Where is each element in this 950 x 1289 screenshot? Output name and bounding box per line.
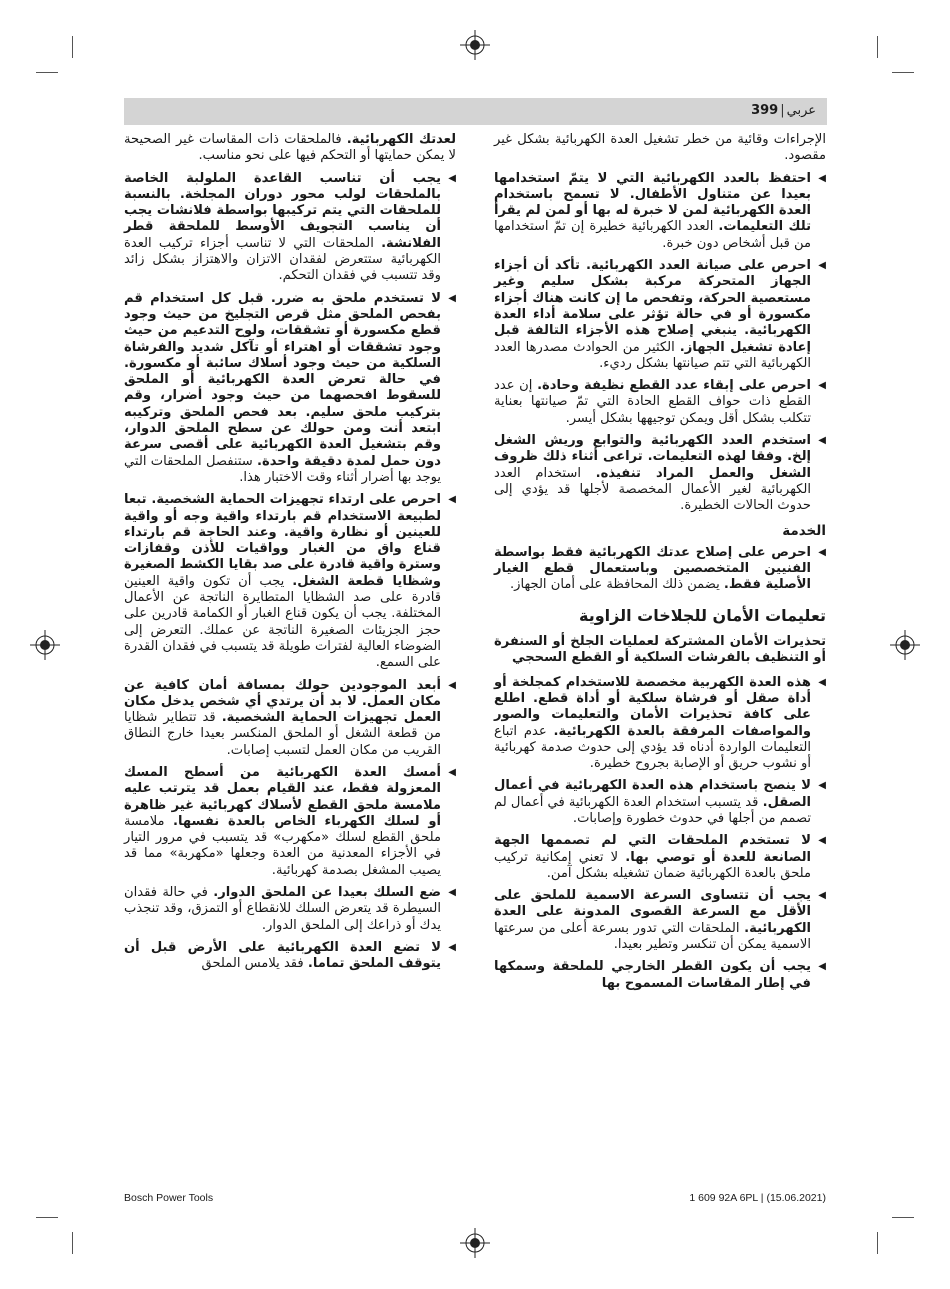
item-bold-text: يجب أن تتساوى السرعة الاسمية للملحق على الأقل مع السرعة القصوى المدونة على العدة الكهربائية. <box>494 888 811 936</box>
bullet-triangle-icon: ◀ <box>448 941 456 953</box>
item-text: يجب أن تكون واقية العينين قادرة على صد الشظايا المتطايرة الناتجة عن الأعمال المختلفة. يجب أن يكون قناع الغبار أو الكمامة قادرين على حجز الجزيئات الصغيرة الناتجة عن عملك. التعرض إلى الضوضاء العالية لفترات طويلة قد يتسبب في فقدان القدرة على السمع. <box>124 573 441 671</box>
item-text: العدد الكهربائية خطيرة إن تمّ استخدامها من قبل أشخاص دون خبرة. <box>494 219 811 251</box>
crop-mark <box>877 1232 878 1254</box>
grinder-safety-list <box>494 675 826 992</box>
service-heading: الخدمة <box>782 522 826 539</box>
service-list <box>494 545 826 594</box>
list-item <box>494 378 826 427</box>
crop-mark <box>72 36 73 58</box>
item-text: الكثير من الحوادث مصدرها العدد الكهربائية التي تتم صيانتها بشكل رديء. <box>494 339 811 371</box>
bullet-triangle-icon: ◀ <box>818 380 826 392</box>
item-text: الملحقات التي لا تناسب أجزاء تركيب العدة الكهربائية ستتعرض لفقدان الاتزان والاهتزاز بشكل زائد وقد تتسبب في فقدان التحكم. <box>124 235 441 284</box>
item-bold-text: أبعد الموجودين حولك بمسافة أمان كافية عن مكان العمل. لا بد أن يرتدي أي شخص يدخل مكان العمل تجهيزات الحماية الشخصية. <box>124 677 442 726</box>
list-item <box>494 171 826 252</box>
bullet-triangle-icon: ◀ <box>818 780 826 792</box>
grinder-safety-list-continued <box>124 171 456 973</box>
list-item <box>124 765 456 879</box>
bullet-triangle-icon: ◀ <box>448 679 456 691</box>
item-bold-text: هذه العدة الكهربية مخصصة للاستخدام كمجلخة أو أداة صقل أو فرشاة سلكية أو أداة قطع. اطلع على كافة تحذيرات الأمان والتعليمات والصور والمواصفات المرفقة بالعدة الكهربائية. <box>494 674 811 739</box>
list-item <box>494 959 826 992</box>
bullet-triangle-icon: ◀ <box>818 890 826 902</box>
bullet-triangle-icon: ◀ <box>448 172 456 184</box>
item-bold-text: استخدم العدد الكهربائية والتوابع وريش الشغل إلخ. وفقا لهذه التعليمات. تراعى أثناء ذلك ظروف الشغل والعمل المراد تنفيذه. <box>494 433 811 481</box>
crop-mark <box>877 36 878 58</box>
crop-mark <box>72 1232 73 1254</box>
bullet-triangle-icon: ◀ <box>448 766 456 778</box>
item-bold-text: أمسك العدة الكهربائية من أسطح المسك المعزولة فقط، عند القيام بعمل قد يترتب عليه ملامسة ملحق القطع لأسلاك كهربائية غير ظاهرة أو لسلك الكهرباء الخاص بالعدة نفسها. <box>124 764 441 829</box>
continued-bold: لعدتك الكهربائية. <box>346 132 456 147</box>
item-text: استخدام العدد الكهربائية لغير الأعمال المخصصة لأجلها قد يؤدي إلى حدوث الحالات الخطيرة. <box>494 465 811 514</box>
item-bold-text: لا تستخدم الملحقات التي لم تصممها الجهة الصانعة للعدة أو توصي بها. <box>494 833 811 865</box>
angle-grinder-safety-title: تعليمات الأمان للجلاخات الزاوية <box>578 605 826 625</box>
registration-mark-icon <box>890 630 920 660</box>
bullet-triangle-icon: ◀ <box>818 260 826 272</box>
registration-mark-icon <box>30 630 60 660</box>
list-item <box>124 492 456 671</box>
item-bold-text: احرص على صيانة العدد الكهربائية. تأكد أن أجزاء الجهاز المتحركة مركبة بشكل سليم وغير مستعصية الحركة، وتفحص ما إن كانت هناك أجزاء مكسورة أو في حالة تؤثر على سلامة أداء العدة الكهربائية. ينبغي إصلاح هذه الأجزاء التالفة قبل إعادة تشغيل الجهاز. <box>494 258 811 355</box>
list-item <box>494 833 826 882</box>
continued-text: فالملحقات ذات المقاسات غير الصحيحة لا يمكن حمايتها أو التحكم فيها على نحو مناسب. <box>124 132 456 164</box>
language-label: عربي <box>786 103 816 118</box>
item-text: في حالة فقدان السيطرة قد يتعرض السلك للانقطاع أو التمزق، وقد تنجذب يدك أو ذراعك إلى الملحق الدوار. <box>124 885 441 933</box>
item-bold-text: احرص على ارتداء تجهيزات الحماية الشخصية. تبعا لطبيعة الاستخدام قم بارتداء واقية وجه أو واقية للعينين أو نظارة واقية. وعند الحاجة قم بارتداء قناع واق من الغبار وواقيات للأذن وقفازات وسترة واقية قادرة على صد بقايا الكشط الصغيرة وشظايا قطعة الشغل. <box>124 492 441 589</box>
list-item <box>124 291 456 487</box>
item-bold-text: لا ينصح باستخدام هذه العدة الكهربائية في أعمال الصقل. <box>494 778 811 810</box>
list-item <box>494 258 826 372</box>
item-bold-text: احتفظ بالعدد الكهربائية التي لا يتمّ استخدامها بعيدا عن متناول الأطفال. لا تسمح باستخدام العدة الكهربائية لمن لا خبرة له بها أو لمن لم يقرأ تلك التعليمات. <box>494 170 811 235</box>
right-column <box>494 132 826 998</box>
item-text: إن عدد القطع ذات حواف القطع الحادة التي تمّ صيانتها بعناية تتكلب بشكل أقل ويمكن توجيهها بشكل أيسر. <box>494 378 811 426</box>
list-item <box>124 940 456 973</box>
bullet-triangle-icon: ◀ <box>818 961 826 973</box>
footer-brand: Bosch Power Tools <box>124 1192 214 1204</box>
common-warnings-subheading: تحذيرات الأمان المشتركة لعمليات الجلخ أو السنفرة أو التنظيف بالفرشات السلكية أو القطع السحجي <box>494 634 826 666</box>
registration-mark-icon <box>460 30 490 60</box>
item-text: قد يتسبب استخدام العدة الكهربائية في أعمال لم تصمم من أجلها في حدوث خطورة وإصابات. <box>494 794 811 826</box>
header-band <box>124 98 827 125</box>
crop-mark <box>892 72 914 73</box>
item-text: عدم اتباع التعليمات الواردة أدناه قد يؤدي إلى حدوث صدمة كهربائية أو نشوب حريق أو الإصابة بجروح خطيرة. <box>494 723 811 772</box>
crop-mark <box>892 1217 914 1218</box>
crop-mark <box>36 1217 58 1218</box>
bullet-triangle-icon: ◀ <box>448 494 456 506</box>
continued-paragraph <box>124 132 456 165</box>
item-bold-text: احرص على إصلاح عدتك الكهربائية فقط بواسطة الفنيين المتخصصين وباستعمال قطع الغيار الأصلية فقط. <box>494 544 811 593</box>
list-item <box>494 545 826 594</box>
item-text: ستنفصل الملحقات التي يوجد بها أضرار أثناء وقت الاختبار هذا. <box>124 453 441 485</box>
item-bold-text: لا تضع العدة الكهربائية على الأرض قبل أن يتوقف الملحق تماما. <box>124 939 441 972</box>
bullet-triangle-icon: ◀ <box>818 172 826 184</box>
list-item <box>124 885 456 934</box>
list-item <box>494 675 826 773</box>
continued-paragraph: الإجراءات وقائية من خطر تشغيل العدة الكهربائية بشكل غير مقصود. <box>494 132 826 164</box>
list-item <box>494 888 826 953</box>
footer-doc-code: 1 609 92A 6PL | (15.06.2021) <box>689 1192 826 1204</box>
page-header: عربي|399 <box>751 103 816 118</box>
left-column <box>124 132 456 979</box>
item-bold-text: ضع السلك بعيدا عن الملحق الدوار. <box>213 885 442 901</box>
bullet-triangle-icon: ◀ <box>818 835 826 847</box>
item-bold-text: احرص على إبقاء عدد القطع نظيفة وحادة. <box>537 378 811 394</box>
registration-mark-icon <box>460 1228 490 1258</box>
bullet-triangle-icon: ◀ <box>818 435 826 447</box>
list-item <box>124 171 456 285</box>
item-text: فقد يلامس الملحق <box>201 956 308 972</box>
crop-mark <box>36 72 58 73</box>
page-number: 399 <box>751 103 779 118</box>
item-text: ملامسة ملحق القطع لسلك «مكهرب» قد يتسبب في مرور التيار في الأجزاء المعدنية من العدة وجعلها «مكهربة» مما قد يصيب المشغل بصدمة كهربائية. <box>124 813 441 878</box>
item-text: يضمن ذلك المحافظة على أمان الجهاز. <box>509 577 724 593</box>
general-safety-list <box>494 171 826 515</box>
bullet-triangle-icon: ◀ <box>818 676 826 688</box>
list-item <box>494 433 826 514</box>
bullet-triangle-icon: ◀ <box>818 546 826 558</box>
item-text: الملحقات التي تدور بسرعة أعلى من سرعتها الاسمية يمكن أن تنكسر وتطير بعيدا. <box>494 920 811 953</box>
item-text: لا تعني إمكانية تركيب ملحق بالعدة الكهربائية ضمان تشغيله بشكل آمن. <box>494 849 811 881</box>
bullet-triangle-icon: ◀ <box>448 887 456 899</box>
item-text: قد تتطاير شظايا من قطعة الشغل أو الملحق المنكسر بعيدا خارج النطاق القريب من مكان العمل لتسبب إصابات. <box>124 710 441 758</box>
item-bold-text: لا تستخدم ملحق به ضرر. قبل كل استخدام قم بفحص الملحق مثل قرص التجليخ من حيث وجود قطع مكسورة أو تشققات، ولوح التدعيم من حيث وجود تشققات أو اهتراء أو تآكل شديد والفرشاة السلكية من حيث وجود أسلاك سائبة أو مكسورة. في حالة تعرض العدة الكهربائية أو الملحق للسقوط افحصهما من حيث وجود أضرار، وقم بتركيب ملحق سليم. بعد فحص الملحق وتركيبه ابتعد أنت ومن حولك عن سطح الملحق الدوار، وقم بتشغيل العدة الكهربائية على أقصى سرعة دون حمل لمدة دقيقة واحدة. <box>124 290 441 469</box>
item-bold-text: يجب أن تناسب القاعدة الملولبة الخاصة بالملحقات لولب محور دوران المجلخة. بالنسبة للملحقات التي يتم تركيبها بواسطة فلانشات يجب أن يناسب التجويف الأوسط للملحقة قطر الفلانشة. <box>124 170 441 251</box>
list-item <box>124 678 456 759</box>
list-item <box>494 778 826 827</box>
bullet-triangle-icon: ◀ <box>448 292 456 304</box>
item-bold-text: يجب أن يكون القطر الخارجي للملحقة وسمكها في إطار المقاسات المسموح بها <box>494 959 811 991</box>
